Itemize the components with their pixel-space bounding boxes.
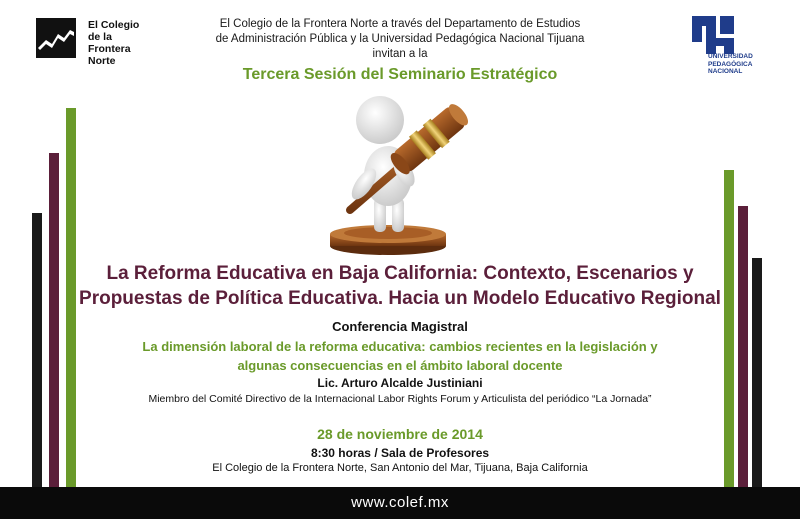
colef-mountain-icon — [36, 18, 76, 58]
colef-logo-line: Norte — [88, 55, 116, 67]
event-date: 28 de noviembre de 2014 — [317, 426, 483, 442]
event-title-line: La Reforma Educativa en Baja California: Contexto, Escenarios y — [106, 263, 694, 284]
colef-logo-text — [88, 19, 156, 67]
upn-logo-text — [708, 53, 753, 76]
event-title-line: Propuestas de Política Educativa. Hacia un Modelo Educativo Regional — [79, 288, 721, 309]
session-title: Tercera Sesión del Seminario Estratégico — [242, 66, 558, 83]
speaker-name: Lic. Arturo Alcalde Justiniani — [317, 376, 483, 390]
gavel-figure-icon — [300, 88, 500, 256]
upn-logo — [688, 12, 768, 92]
conference-title-line: La dimensión laboral de la reforma educativa: cambios recientes en la legislación y — [142, 339, 658, 354]
upn-logo-line: NACIONAL — [708, 68, 743, 75]
intro-line: de Administración Pública y la Universidad Pedagógica Nacional Tijuana — [215, 33, 585, 45]
intro-line: invitan a la — [372, 48, 428, 60]
footer-bar — [0, 487, 800, 519]
event-address: El Colegio de la Frontera Norte, San Antonio del Mar, Tijuana, Baja California — [212, 462, 588, 474]
upn-logo-line: PEDAGÓGICA — [708, 60, 753, 68]
decorative-bar — [724, 170, 734, 487]
speaker-description: Miembro del Comité Directivo de la Internacional Labor Rights Forum y Articulista del periódico “La Jornada” — [148, 393, 652, 405]
colef-logo — [36, 18, 156, 67]
conference-label: Conferencia Magistral — [332, 319, 468, 334]
intro-line: El Colegio de la Frontera Norte a través del Departamento de Estudios — [219, 18, 581, 30]
footer-url-link[interactable]: www.colef.mx — [351, 494, 449, 511]
decorative-bar — [752, 258, 762, 487]
decorative-bar — [49, 153, 59, 487]
colef-logo-line: El Colegio — [88, 19, 140, 31]
upn-logo-line: UNIVERSIDAD — [708, 53, 753, 60]
decorative-bar — [738, 206, 748, 487]
event-time-place: 8:30 horas / Sala de Profesores — [310, 446, 490, 460]
conference-title-line: algunas consecuencias en el ámbito laboral docente — [237, 358, 563, 373]
decorative-bar — [32, 213, 42, 487]
colef-logo-line: de la Frontera — [88, 31, 131, 55]
